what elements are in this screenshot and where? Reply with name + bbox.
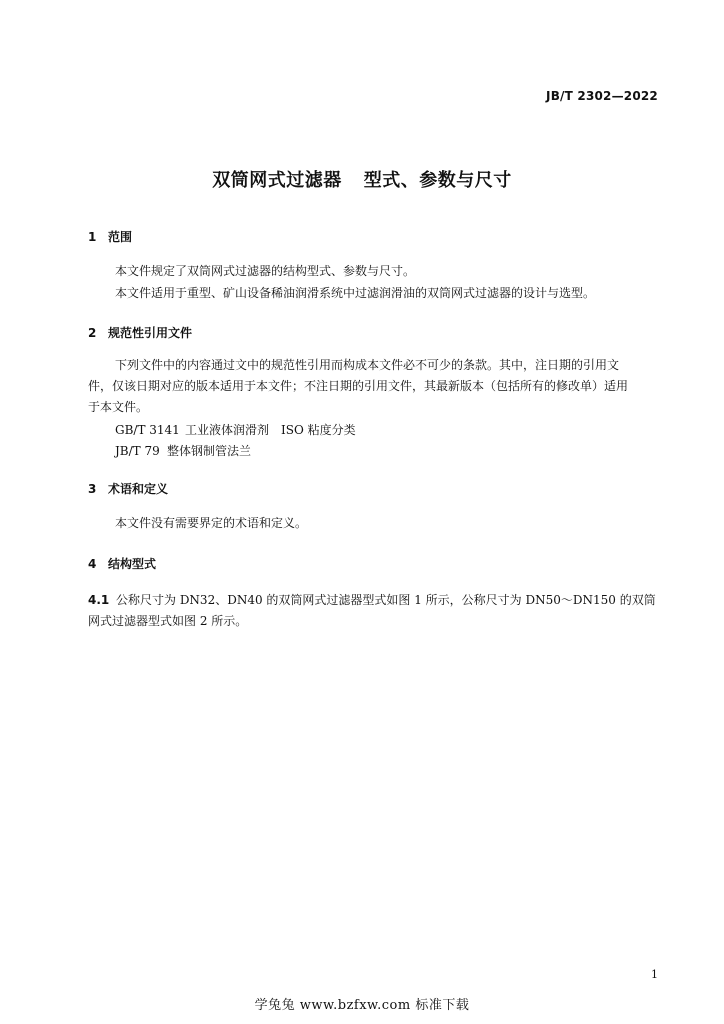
section-title: 规范性引用文件 [108,326,193,340]
paragraph-line: 件，仅该日期对应的版本适用于本文件；不注日期的引用文件，其最新版本（包括所有的修改单）适用 [88,379,629,393]
reference-code: JB/T 79 [115,444,160,458]
reference-code: GB/T 3141 [115,423,180,437]
document-title [0,166,724,192]
title-sub: 型式、参数与尺寸 [363,170,512,191]
clause-4-1 [88,591,658,630]
section-1-heading [88,228,132,245]
section-title: 结构型式 [108,557,157,571]
clause-text: 公称尺寸为 DN32、DN40 的双筒网式过滤器型式如图 1 所示，公称尺寸为 DN50～DN150 的双筒 [116,593,656,607]
section-1-paragraph-1: 本文件规定了双筒网式过滤器的结构型式、参数与尺寸。 [115,264,416,278]
clause-number: 4.1 [88,593,110,607]
paragraph-line: 下列文件中的内容通过文中的规范性引用而构成本文件必不可少的条款。其中，注日期的引用文 [115,358,620,372]
reference-name: 整体钢制管法兰 [167,444,252,458]
section-number: 2 [88,326,97,340]
normative-reference [115,421,356,438]
paragraph-line: 于本文件。 [88,400,149,414]
section-3-heading [88,480,168,497]
section-4-heading [88,555,156,572]
page-number: 1 [651,968,658,981]
section-2-paragraph [88,356,658,416]
standard-code: JB/T 2302—2022 [546,89,658,103]
section-title: 术语和定义 [108,482,169,496]
title-main: 双筒网式过滤器 [212,170,342,191]
section-title: 范围 [108,230,133,244]
section-number: 1 [88,230,97,244]
section-3-paragraph: 本文件没有需要界定的术语和定义。 [115,516,308,530]
section-number: 4 [88,557,97,571]
reference-name: 工业液体润滑剂 ISO 粘度分类 [185,423,356,437]
paragraph-line [88,591,658,609]
paragraph-line: 网式过滤器型式如图 2 所示。 [88,614,248,628]
section-2-heading [88,324,192,341]
normative-reference [115,442,251,459]
footer-watermark: 学兔兔 www.bzfxw.com 标准下载 [254,998,470,1013]
section-1-paragraph-2: 本文件适用于重型、矿山设备稀油润滑系统中过滤润滑油的双筒网式过滤器的设计与选型。 [115,286,596,300]
section-number: 3 [88,482,97,496]
